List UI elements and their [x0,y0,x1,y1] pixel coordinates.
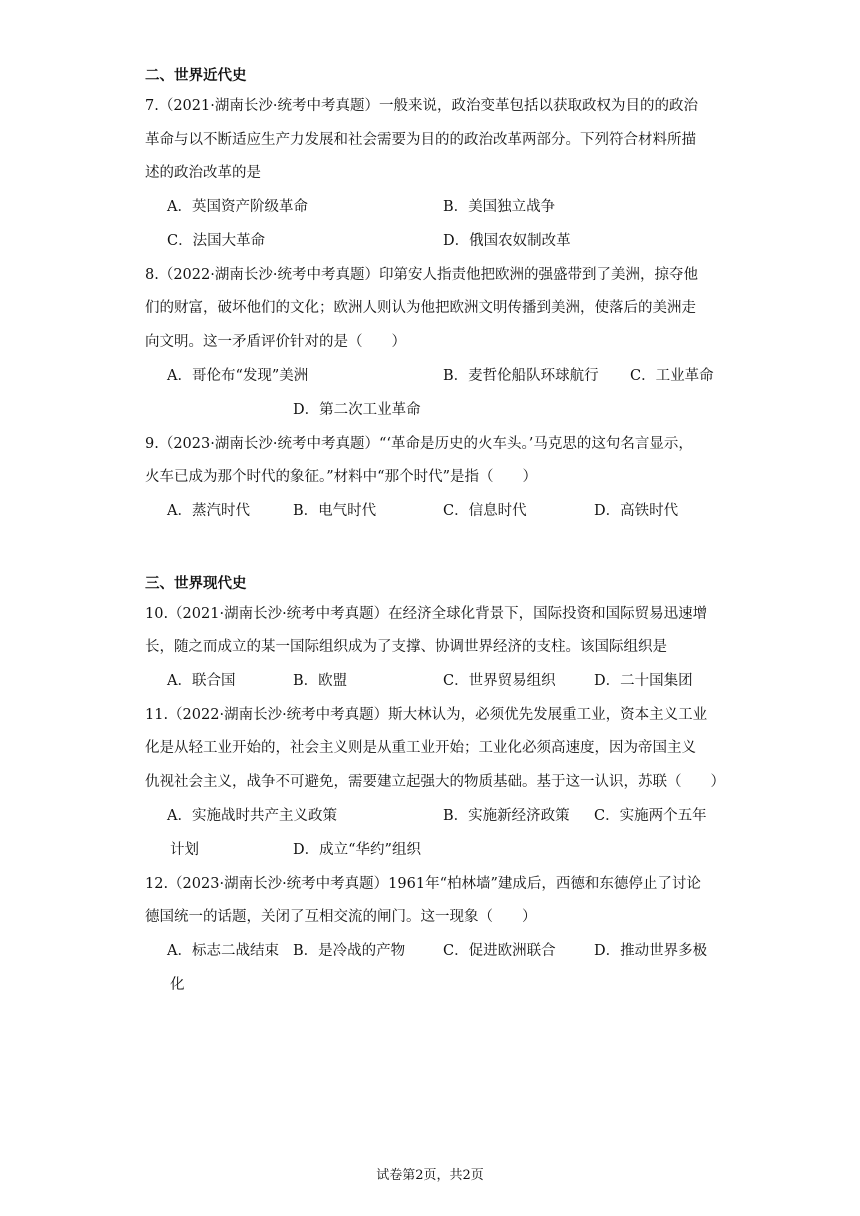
option-a: A．联合国 [167,673,236,689]
option-d: D．推动世界多极 [594,943,708,959]
option-a: A．哥伦布“发现”美洲 [167,368,309,384]
option-c: C．信息时代 [443,503,527,519]
option-d: D．二十国集团 [594,673,693,689]
option-b: B．实施新经济政策 [443,808,570,824]
option-d-continued: 化 [170,977,185,993]
question-text-line: 长，随之而成立的某一国际组织成为了支撑、协调世界经济的支柱。该国际组织是 [145,639,667,655]
option-c: C．工业革命 [630,368,714,384]
option-a: A．实施战时共产主义政策 [167,808,337,824]
question-text-line: 8.（2022·湖南长沙·统考中考真题）印第安人指责他把欧洲的强盛带到了美洲，掠夺他 [145,267,698,283]
option-c: C．促进欧洲联合 [443,943,556,959]
question-text-line: 们的财富，破坏他们的文化；欧洲人则认为他把欧洲文明传播到美洲，使落后的美洲走 [145,300,696,316]
question-text-line: 革命与以不断适应生产力发展和社会需要为目的的政治改革两部分。下列符合材料所描 [145,132,696,148]
option-d: D．第二次工业革命 [293,402,421,418]
option-b: B．电气时代 [293,503,377,519]
question-text-line: 9.（2023·湖南长沙·统考中考真题）“‘革命是历史的火车头。’马克思的这句名言显示， [145,436,693,452]
option-b: B．麦哲伦船队环球航行 [443,368,599,384]
option-c-continued: 计划 [170,842,199,858]
question-text-line: 7.（2021·湖南长沙·统考中考真题）一般来说，政治变革包括以获取政权为目的的政治 [145,98,698,114]
question-text-line: 向文明。这一矛盾评价针对的是（ ） [145,334,406,350]
option-b: B．是冷战的产物 [293,943,406,959]
option-b: B．美国独立战争 [443,199,556,215]
option-d: D．成立“华约”组织 [293,842,421,858]
question-text-line: 仇视社会主义，战争不可避免，需要建立起强大的物质基础。基于这一认识，苏联（ ） [145,774,725,790]
option-a: A．标志二战结束 [167,943,279,959]
question-text-line: 述的政治改革的是 [145,165,261,181]
section-heading-contemporary-world: 三、世界现代史 [145,576,247,592]
question-text-line: 12.（2023·湖南长沙·统考中考真题）1961年“柏林墙”建成后，西德和东德停止了讨论 [145,876,701,892]
question-text-line: 11.（2022·湖南长沙·统考中考真题）斯大林认为，必须优先发展重工业，资本主义工业 [145,707,708,723]
option-c: C．实施两个五年 [594,808,707,824]
option-a: A．蒸汽时代 [167,503,250,519]
option-d: D．高铁时代 [594,503,679,519]
option-a: A．英国资产阶级革命 [167,199,308,215]
question-text-line: 化是从轻工业开始的，社会主义则是从重工业开始；工业化必须高速度，因为帝国主义 [145,740,696,756]
option-c: C．世界贸易组织 [443,673,556,689]
question-text-line: 德国统一的话题，关闭了互相交流的闸门。这一现象（ ） [145,909,537,925]
option-d: D．俄国农奴制改革 [443,233,571,249]
question-text-line: 10.（2021·湖南长沙·统考中考真题）在经济全球化背景下，国际投资和国际贸易迅速增 [145,606,708,622]
option-b: B．欧盟 [293,673,348,689]
question-text-line: 火车已成为那个时代的象征。”材料中“那个时代”是指（ ） [145,469,537,485]
section-heading-modern-world: 二、世界近代史 [145,68,247,84]
page-footer: 试卷第2页，共2页 [376,1168,484,1183]
option-c: C．法国大革命 [167,233,266,249]
